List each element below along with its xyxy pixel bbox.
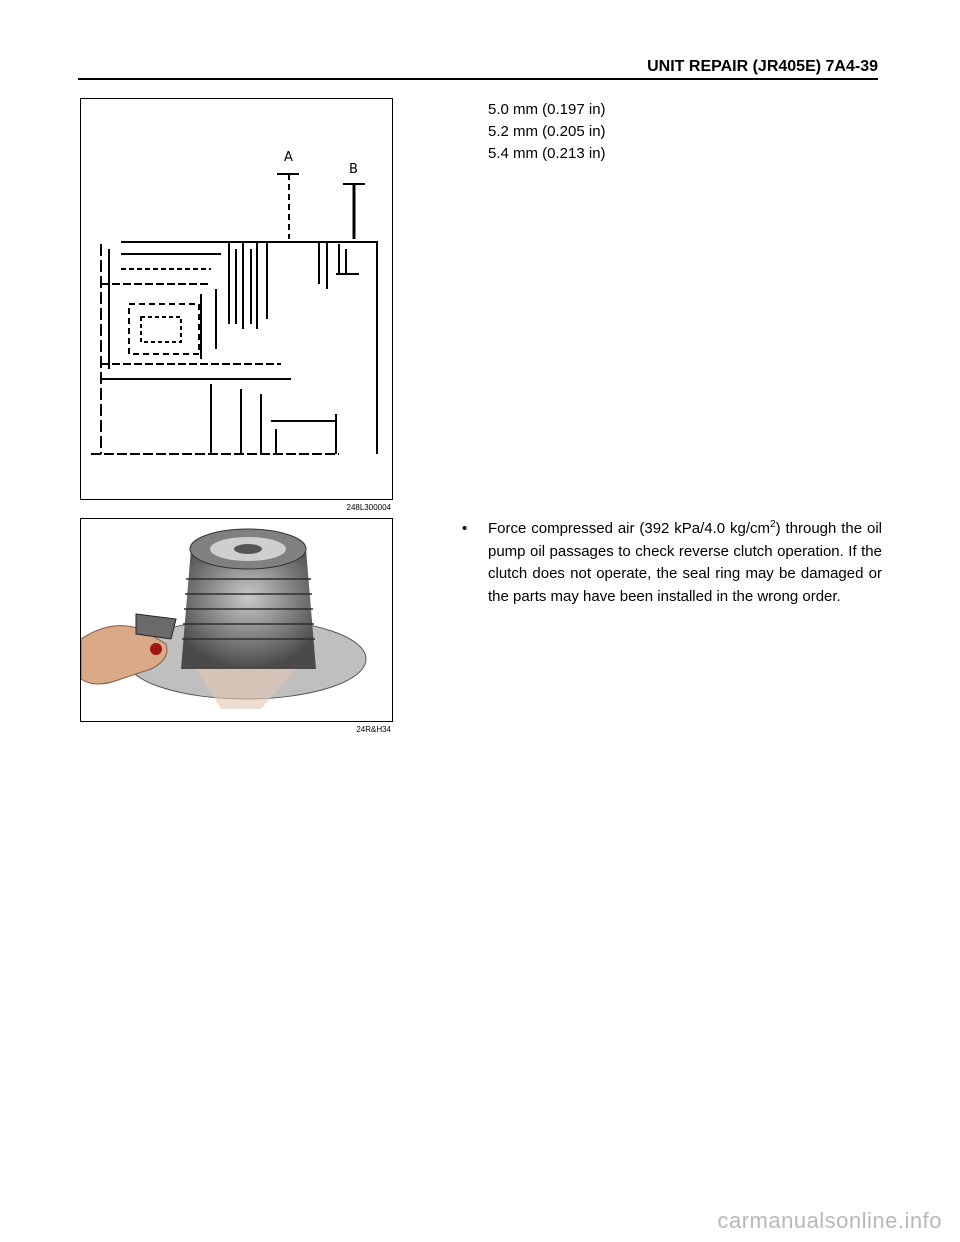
page-header	[78, 58, 878, 80]
superscript: 2	[770, 519, 776, 530]
figure-caption-1: 248L300004	[346, 503, 391, 512]
figure-caption-2: 24R&H34	[356, 725, 391, 734]
clutch-measurement-diagram	[81, 99, 392, 499]
watermark: carmanualsonline.info	[717, 1208, 942, 1233]
photo-figure	[80, 518, 393, 722]
instruction-text	[488, 518, 882, 608]
instruction-bullet	[462, 518, 882, 608]
diagram-figure	[80, 98, 393, 500]
clutch-air-test-illustration	[81, 519, 392, 721]
spec-item: 5.4 mm (0.213 in)	[488, 145, 606, 162]
label-b: B	[349, 162, 358, 177]
instruction-text-a: Force compressed air (392 kPa/4.0 kg/cm	[488, 520, 771, 537]
spec-list	[488, 99, 606, 165]
spec-item: 5.2 mm (0.205 in)	[488, 123, 606, 140]
bullet-icon: •	[462, 520, 468, 537]
page-title: UNIT REPAIR (JR405E) 7A4-39	[647, 58, 878, 75]
label-a: A	[284, 150, 293, 165]
instruction-text-b: ) through the oil pump oil passages to check reverse clutch operation. If the clutch does not operate, the seal ring may be damaged or the parts may have been installed in the wrong order.	[488, 520, 882, 605]
spec-item: 5.0 mm (0.197 in)	[488, 101, 606, 118]
